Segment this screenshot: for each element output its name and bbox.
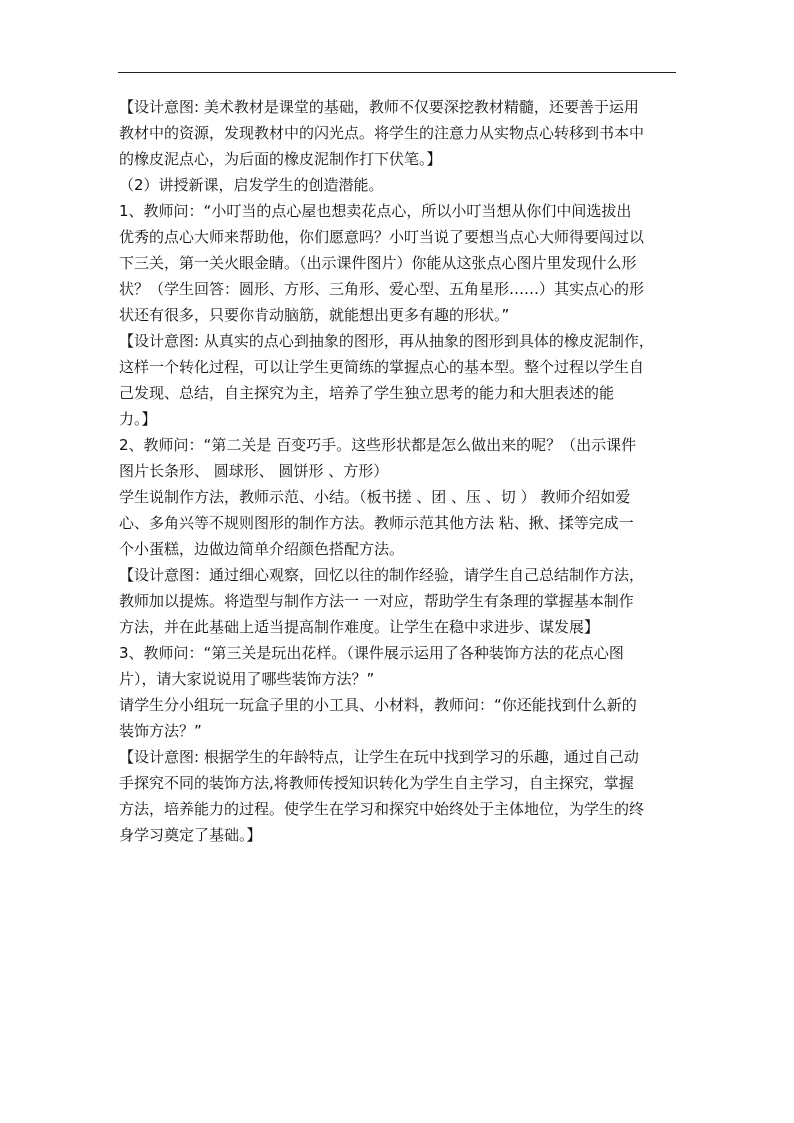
text-line: 优秀的点心大师来帮助他，你们愿意吗？小叮当说了要想当点心大师得要闯过以 <box>119 228 645 246</box>
text-line: 学生说制作方法，教师示范、小结。（板书搓 、团 、压 、切 ） 教师介绍如爱 <box>119 488 631 506</box>
text-line: 这样一个转化过程，可以让学生更简练的掌握点心的基本型。整个过程以学生自 <box>119 358 645 376</box>
header-rule <box>118 72 676 73</box>
text-line: 手探究不同的装饰方法,将教师传授知识转化为学生自主学习，自主探究，掌握 <box>119 774 634 792</box>
text-line: 【设计意图: 根据学生的年龄特点，让学生在玩中找到学习的乐趣，通过自己动 <box>119 748 639 766</box>
text-line: 方法，培养能力的过程。使学生在学习和探究中始终处于主体地位，为学生的终 <box>119 800 645 818</box>
text-line: 下三关，第一关火眼金睛。（出示课件图片）你能从这张点心图片里发现什么形 <box>119 254 637 272</box>
text-line: 身学习奠定了基础。】 <box>119 826 262 844</box>
text-line: 2、教师问：“第二关是 百变巧手。这些形状都是怎么做出来的呢？（出示课件 <box>119 436 637 454</box>
text-line: 图片长条形、 圆球形、 圆饼形 、方形） <box>119 462 389 480</box>
text-line: 力。】 <box>119 410 157 428</box>
text-line: 【设计意图: 美术教材是课堂的基础，教师不仅要深挖教材精髓，还要善于运用 <box>119 98 639 116</box>
text-line: 方法，并在此基础上适当提高制作难度。让学生在稳中求进步、谋发展】 <box>119 618 600 636</box>
text-line: 教材中的资源，发现教材中的闪光点。将学生的注意力从实物点心转移到书本中 <box>119 124 645 142</box>
text-line: 己发现、总结，自主探究为主，培养了学生独立思考的能力和大胆表述的能 <box>119 384 615 402</box>
text-line: 【设计意图：通过细心观察，回忆以往的制作经验，请学生自己总结制作方法， <box>119 566 645 584</box>
text-line: 状还有很多，只要你肯动脑筋，就能想出更多有趣的形状。” <box>119 306 510 324</box>
text-line: 装饰方法？” <box>119 722 202 740</box>
text-line: 片），请大家说说用了哪些装饰方法？” <box>119 670 375 688</box>
text-line: 3、教师问：“第三关是玩出花样。（课件展示运用了各种装饰方法的花点心图 <box>119 644 624 662</box>
text-line: 1、教师问：“小叮当的点心屋也想卖花点心，所以小叮当想从你们中间选拔出 <box>119 202 632 220</box>
document-body <box>119 94 679 848</box>
text-line: 【设计意图: 从真实的点心到抽象的图形，再从抽象的图形到具体的橡皮泥制作， <box>119 332 654 350</box>
text-line: 状？（学生回答：圆形、方形、三角形、爱心型、五角星形……）其实点心的形 <box>119 280 645 298</box>
text-line: 教师加以提炼。将造型与制作方法一 一对应，帮助学生有条理的掌握基本制作 <box>119 592 634 610</box>
text-line: 的橡皮泥点心，为后面的橡皮泥制作打下伏笔。】 <box>119 150 442 168</box>
text-line: 请学生分小组玩一玩盒子里的小工具、小材料，教师问：“你还能找到什么新的 <box>119 696 637 714</box>
text-line: （2）讲授新课，启发学生的创造潜能。 <box>119 176 384 194</box>
text-line: 心、多角兴等不规则图形的制作方法。教师示范其他方法 粘、揪、揉等完成一 <box>119 514 634 532</box>
text-line: 个小蛋糕，边做边简单介绍颜色搭配方法。 <box>119 540 405 558</box>
